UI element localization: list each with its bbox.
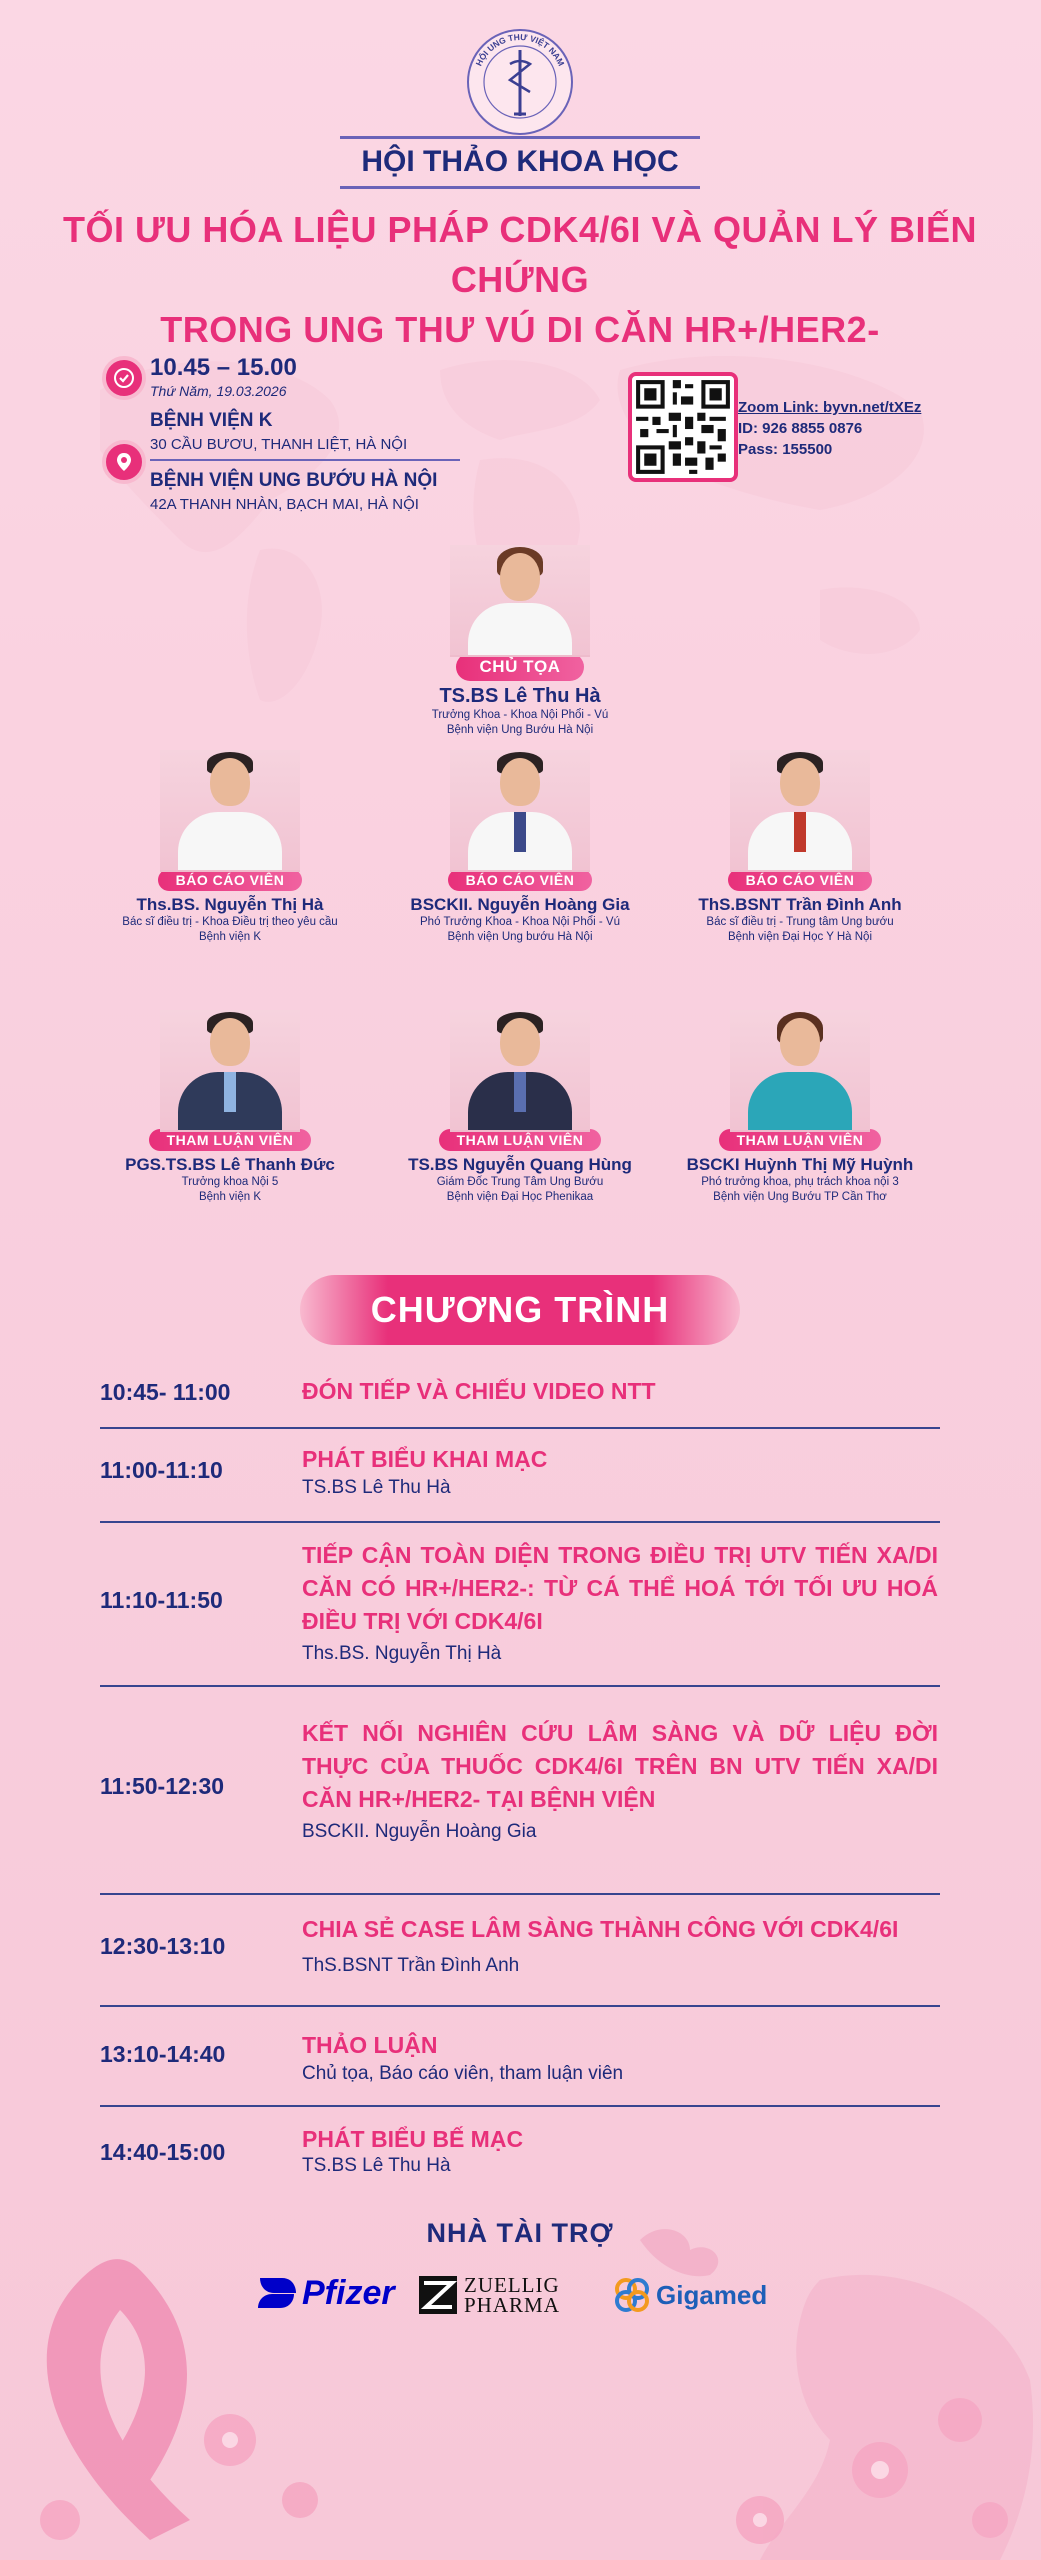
- program-time: 14:40-15:00: [100, 2139, 226, 2165]
- speaker-name: BSCKII. Nguyễn Hoàng Gia: [410, 895, 630, 914]
- panelist-title-1: Giám Đốc Trung Tâm Ung Bướu: [436, 1176, 604, 1188]
- program-topic: CHIA SẺ CASE LÂM SÀNG THÀNH CÔNG VỚI CDK4/6I: [302, 1916, 899, 1942]
- speaker-title-1: Phó Trưởng Khoa - Khoa Nội Phổi - Vú: [420, 916, 620, 928]
- zoom-pass: Pass: 155500: [738, 441, 833, 458]
- event-time: 10.45 – 15.00: [150, 354, 297, 381]
- panelist-title-1: Phó trưởng khoa, phụ trách khoa nội 3: [701, 1176, 899, 1188]
- event-type: HỘI THẢO KHOA HỌC: [361, 145, 679, 178]
- speaker-role-badge: BÁO CÁO VIÊN: [728, 869, 873, 891]
- program-heading: CHƯƠNG TRÌNH: [300, 1275, 740, 1345]
- program-topic: TIẾP CẬN TOÀN DIỆN TRONG ĐIỀU TRỊ UTV TIẾN XA/DI CĂN CÓ HR+/HER2-: TỪ CÁ THỂ HOÁ TỚI TỐI ƯU HOÁ ĐIỀU TRỊ VỚI CDK4/6I: [302, 1542, 938, 1634]
- gigamed-wordmark: Gigamed: [656, 2279, 768, 2310]
- event-title: [20, 205, 1020, 355]
- speaker-name: Ths.BS. Nguyễn Thị Hà: [136, 895, 324, 914]
- venue-2-address: 42A THANH NHÀN, BẠCH MAI, HÀ NỘI: [150, 496, 419, 513]
- venue-2-name: BỆNH VIỆN UNG BƯỚU HÀ NỘI: [150, 470, 438, 491]
- panelist-title-2: Bệnh viện Đại Học Phenikaa: [446, 1191, 594, 1203]
- gigamed-mark-icon: [612, 2275, 652, 2315]
- program-topic: PHÁT BIỂU KHAI MẠC: [302, 1446, 548, 1472]
- title-rule-bottom: [340, 186, 700, 189]
- chair-card: [370, 545, 670, 738]
- speaker-photo: [450, 750, 590, 872]
- title-line-1: TỐI ƯU HÓA LIỆU PHÁP CDK4/6I VÀ QUẢN LÝ BIẾN CHỨNG: [63, 209, 977, 300]
- program-topic: ĐÓN TIẾP VÀ CHIẾU VIDEO NTT: [302, 1378, 656, 1404]
- panelist-title-1: Trưởng khoa Nội 5: [181, 1176, 279, 1188]
- venue-1-name: BỆNH VIỆN K: [150, 410, 273, 431]
- zoom-id: ID: 926 8855 0876: [738, 420, 863, 437]
- zoom-qr-code[interactable]: [628, 372, 738, 482]
- panelist-card-3: [650, 1010, 950, 1205]
- program-topic: THẢO LUẬN: [302, 2032, 438, 2058]
- zuellig-line-1: ZUELLIG: [464, 2273, 560, 2297]
- qr-code-icon: [632, 376, 734, 478]
- program-time: 11:50-12:30: [100, 1773, 225, 1799]
- pfizer-wordmark: Pfizer: [302, 2273, 395, 2312]
- speaker-title-2: Bệnh viện K: [198, 931, 261, 943]
- program-row-5: [100, 1893, 940, 2007]
- title-line-2: TRONG UNG THƯ VÚ DI CĂN HR+/HER2-: [160, 309, 880, 350]
- logo-text: HỘI UNG THƯ VIỆT NAM: [473, 31, 567, 68]
- panelist-role-badge: THAM LUẬN VIÊN: [439, 1129, 602, 1151]
- location-pin-icon: [102, 440, 146, 484]
- zuellig-mark-icon: [418, 2275, 458, 2315]
- floral-decoration: [0, 2220, 1041, 2560]
- panelist-name: PGS.TS.BS Lê Thanh Đức: [125, 1155, 335, 1174]
- panelist-photo: [730, 1010, 870, 1132]
- speaker-photo: [160, 750, 300, 872]
- zoom-info: [738, 397, 921, 460]
- program-speaker: Chủ tọa, Báo cáo viên, tham luận viên: [302, 2063, 624, 2084]
- venue-1-address: 30 CẦU BƯƠU, THANH LIỆT, HÀ NỘI: [150, 436, 408, 453]
- speaker-card-1: [80, 750, 380, 945]
- pfizer-logo: [256, 2268, 395, 2318]
- program-row-4: [100, 1685, 940, 1895]
- zuellig-pharma-logo: [418, 2272, 560, 2318]
- panelist-title-2: Bệnh viện Ung Bướu TP Cần Thơ: [713, 1191, 887, 1203]
- speaker-title-2: Bệnh viện Ung bướu Hà Nội: [447, 931, 593, 943]
- panelist-role-badge: THAM LUẬN VIÊN: [149, 1129, 312, 1151]
- speaker-title-2: Bệnh viện Đại Học Y Hà Nội: [727, 931, 873, 943]
- program-speaker: TS.BS Lê Thu Hà: [302, 2155, 451, 2176]
- speaker-title-1: Bác sĩ điều trị - Khoa Điều trị theo yêu cầu: [122, 916, 338, 928]
- clock-icon: [102, 356, 146, 400]
- program-row-2: [100, 1427, 940, 1523]
- program-time: 10:45- 11:00: [100, 1379, 231, 1405]
- program-time: 12:30-13:10: [100, 1933, 226, 1959]
- program-time: 13:10-14:40: [100, 2041, 226, 2067]
- panelist-role-badge: THAM LUẬN VIÊN: [719, 1129, 882, 1151]
- program-row-1: [100, 1355, 940, 1429]
- zoom-link[interactable]: Zoom Link: byvn.net/tXEz: [738, 399, 922, 416]
- program-speaker: TS.BS Lê Thu Hà: [302, 1477, 451, 1498]
- sponsors-heading: NHÀ TÀI TRỢ: [426, 2218, 614, 2248]
- speaker-card-2: [370, 750, 670, 945]
- speaker-card-3: [650, 750, 950, 945]
- pfizer-mark-icon: [256, 2272, 298, 2314]
- chair-name: TS.BS Lê Thu Hà: [439, 685, 601, 707]
- panelist-name: TS.BS Nguyễn Quang Hùng: [408, 1155, 632, 1174]
- program-speaker: ThS.BSNT Trần Đình Anh: [302, 1955, 520, 1976]
- program-row-6: [100, 2005, 940, 2107]
- program-row-7: [100, 2105, 940, 2195]
- program-time: 11:00-11:10: [100, 1457, 223, 1483]
- program-speaker: BSCKII. Nguyễn Hoàng Gia: [302, 1821, 537, 1842]
- speaker-role-badge: BÁO CÁO VIÊN: [158, 869, 303, 891]
- program-time: 11:10-11:50: [100, 1587, 223, 1613]
- speaker-photo: [730, 750, 870, 872]
- event-date: Thứ Năm, 19.03.2026: [150, 383, 287, 399]
- chair-title-1: Trưởng Khoa - Khoa Nội Phổi - Vú: [431, 709, 609, 721]
- panelist-photo: [450, 1010, 590, 1132]
- speaker-role-badge: BÁO CÁO VIÊN: [448, 869, 593, 891]
- speaker-title-1: Bác sĩ điều trị - Trung tâm Ung bướu: [706, 916, 894, 928]
- venue-divider: [150, 459, 460, 461]
- chair-role-badge: CHỦ TỌA: [456, 653, 585, 681]
- chair-title-2: Bệnh viện Ung Bướu Hà Nội: [446, 724, 594, 736]
- panelist-photo: [160, 1010, 300, 1132]
- gigamed-logo: [612, 2272, 767, 2318]
- panelist-card-2: [370, 1010, 670, 1205]
- speaker-name: ThS.BSNT Trần Đình Anh: [698, 895, 902, 914]
- program-topic: KẾT NỐI NGHIÊN CỨU LÂM SÀNG VÀ DỮ LIỆU ĐỜI THỰC CỦA THUỐC CDK4/6I TRÊN BN UTV TIẾN XA/DI CĂN HR+/HER2- TẠI BỆNH VIỆN: [302, 1720, 938, 1812]
- program-speaker: Ths.BS. Nguyễn Thị Hà: [302, 1643, 502, 1664]
- panelist-title-2: Bệnh viện K: [198, 1191, 261, 1203]
- panelist-name: BSCKI Huỳnh Thị Mỹ Huỳnh: [686, 1155, 914, 1174]
- zuellig-line-2: PHARMA: [464, 2293, 560, 2317]
- program-row-3: [100, 1521, 940, 1687]
- association-logo: [460, 22, 580, 142]
- program-topic: PHÁT BIỂU BẾ MẠC: [302, 2126, 524, 2152]
- chair-photo: [450, 545, 590, 657]
- panelist-card-1: [80, 1010, 380, 1205]
- title-rule-top: [340, 136, 700, 139]
